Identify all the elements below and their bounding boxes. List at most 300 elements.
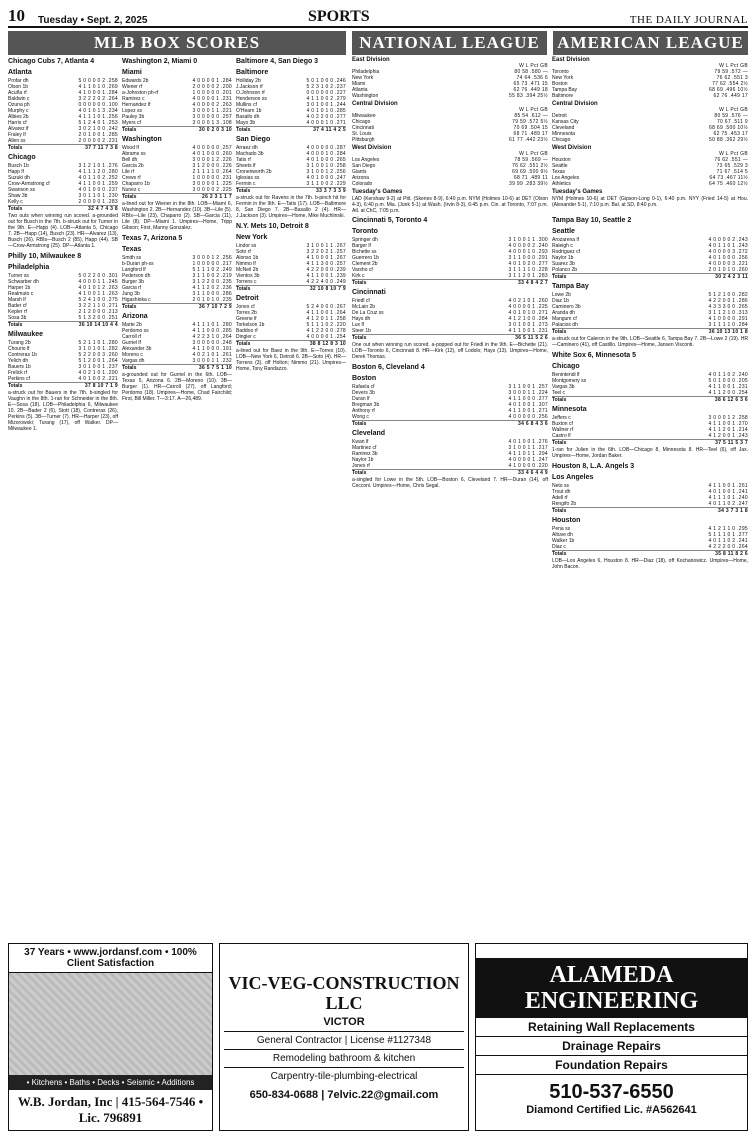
division-title: West Division <box>352 145 392 151</box>
box-score <box>236 57 346 219</box>
team-name: Los Angeles <box>552 474 594 481</box>
row-stats: 64 73 .467 11½ <box>709 175 748 181</box>
row-stats: 3 0 1 0 0 1 .273 <box>508 322 548 328</box>
row-stats: 4 1 1 2 0 1 .214 <box>708 427 748 433</box>
row-name: b-Duran ph-ss <box>122 261 154 267</box>
row-stats: 5 1 3 2 0 0 .251 <box>78 315 118 321</box>
team-name: Miami <box>122 69 142 76</box>
row-stats: 4 0 1 0 1 3 .234 <box>78 108 118 114</box>
row-name: Holliday 2b <box>236 78 261 84</box>
row-name: Texas <box>552 169 566 175</box>
totals-row <box>8 321 118 328</box>
row-stats: 4 0 1 0 1 0 .285 <box>306 108 346 114</box>
team-name: Milwaukee <box>8 331 44 338</box>
row-stats: 4 0 0 0 0 1 .247 <box>508 457 548 463</box>
row-stats: 4 0 2 1 0 1 .261 <box>192 352 232 358</box>
kitchen-photo <box>9 973 212 1090</box>
row-name: Greene lf <box>236 316 257 322</box>
team-name: Minnesota <box>552 406 587 413</box>
row-name: Mayo 3b <box>236 120 256 126</box>
row-name: Athletics <box>552 181 571 187</box>
row-name: Martinez cf <box>352 445 377 451</box>
row-stats: 36 7 10 7 2 9 <box>198 304 232 310</box>
publication-name: THE DAILY JOURNAL <box>629 14 748 26</box>
cols-header: W L Pct GB <box>719 107 748 113</box>
row-stats: 4 0 0 0 0 1 .225 <box>508 304 548 310</box>
row-name: Houston <box>552 157 571 163</box>
row-name: Ramirez 3b <box>352 451 378 457</box>
row-name: Philadelphia <box>352 69 380 75</box>
row-name: Walker 1b <box>552 538 575 544</box>
row-name: Vargas 3b <box>552 384 575 390</box>
row-stats: 4 0 0 0 1 0 .284 <box>306 151 346 157</box>
row-name: Totals <box>122 304 137 310</box>
row-stats: 2 0 1 0 1 0 .235 <box>192 297 232 303</box>
row-name: Kirk c <box>352 273 365 279</box>
game-title: White Sox 6, Minnesota 5 <box>552 352 637 359</box>
row-name: Diaz 1b <box>552 298 569 304</box>
row-name: Lopez ss <box>122 108 143 114</box>
game-title: Chicago Cubs 7, Atlanta 4 <box>8 58 95 65</box>
row-name: Perkins cf <box>8 376 30 382</box>
row-stats: 33 4 8 4 2 7 <box>517 280 548 286</box>
row-name: Los Angeles <box>352 157 380 163</box>
al-standings <box>552 55 748 214</box>
row-stats: 4 0 1 0 0 0 .265 <box>306 157 346 163</box>
cols-header: W L Pct GB <box>519 63 548 69</box>
row-stats: 4 0 1 1 0 1 .243 <box>708 243 748 249</box>
game-title: Texas 7, Arizona 5 <box>122 235 183 242</box>
division-title: Central Division <box>352 101 398 107</box>
standing-row <box>552 93 748 99</box>
row-name: Olson 1b <box>8 84 29 90</box>
team-name: Philadelphia <box>8 264 50 271</box>
row-stats: 64 75 .460 12½ <box>709 181 748 187</box>
row-stats: 0 0 0 0 0 0 .227 <box>306 90 346 96</box>
row-name: Rafaela cf <box>352 384 375 390</box>
totals-row <box>236 285 346 292</box>
games-title: Tuesday's Games <box>352 189 403 195</box>
games-list: LAD (Kershaw 9-2) at Pitt. (Skenes 8-9), 6:40 p.m. NYM (Holmes 10-6) at DET (Olson 4-3), 6:40 p.m. Mia. (Junk 5-1) at Wash. (Irvin 8-3), 6:45 p.m. Cin. at Toronto, 7:07 p.m. Atl. at ChC, 7:05 p.m. <box>352 196 548 214</box>
row-stats: 3 0 0 0 0 0 .257 <box>192 114 232 120</box>
row-name: Lindor ss <box>236 243 257 249</box>
row-name: Totals <box>236 188 251 194</box>
row-name: Jones cf <box>236 304 255 310</box>
row-stats: 76 62 .551 — <box>714 157 748 163</box>
row-stats: 3 1 0 1 0 1 .282 <box>78 346 118 352</box>
row-name: Arizona <box>352 175 369 181</box>
row-stats: 26 2 3 1 1 7 <box>201 194 232 200</box>
row-name: Giants <box>352 169 367 175</box>
al-banner: AMERICAN LEAGUE <box>553 31 748 55</box>
row-name: Torkelson 1b <box>236 322 265 328</box>
alameda-phone: 510-537-6550 <box>549 1081 674 1103</box>
row-stats: 62 75 .453 17 <box>713 131 748 137</box>
row-stats: 4 2 2 3 1 0 .264 <box>192 334 232 340</box>
row-name: Palacios dh <box>552 322 578 328</box>
row-name: Crow-Armstrong cf <box>8 181 50 187</box>
row-stats: 3 0 0 0 1 1 .224 <box>508 390 548 396</box>
row-stats: 4 1 1 1 2 0 .280 <box>78 169 118 175</box>
row-name: Caminero 3b <box>552 304 581 310</box>
row-stats: 4 0 0 0 0 0 .257 <box>192 145 232 151</box>
game-notes: a-lined out for Wiener in the 8th. LOB—Miami 6, Washington 2. 2B—Hernandez (10). 3B—Lile (5). RBIs—Lile (23), Chaparro (2). SB—Garcia (11), Lile (8). DP—Miami 1. Umpires—Home, Tripp Gibson; First, Manny Gonzalez. <box>122 201 232 231</box>
cols-header: W L Pct GB <box>519 151 548 157</box>
row-name: Guerrero 1b <box>352 255 379 261</box>
row-name: New York <box>552 75 574 81</box>
row-name: Dingler c <box>236 334 256 340</box>
row-stats: 4 2 2 4 0 0 .249 <box>306 279 346 285</box>
row-stats: 4 0 1 0 1 2 .263 <box>78 285 118 291</box>
row-name: Colorado <box>352 181 373 187</box>
row-stats: 2 0 0 0 0 2 .231 <box>78 138 118 144</box>
nl-banner: NATIONAL LEAGUE <box>352 31 547 55</box>
player-row <box>236 120 346 126</box>
row-name: Alvarez lf <box>8 126 29 132</box>
row-stats: 4 0 2 1 0 1 .260 <box>508 298 548 304</box>
totals-row <box>552 550 748 557</box>
row-stats: 65 73 .471 15 <box>513 81 548 87</box>
row-stats: 4 1 1 0 1 0 .269 <box>78 84 118 90</box>
game-notes: LOB—Los Angeles 6, Houston 8. HR—Diaz (18), off Kochanowicz. Umpires—Home, John Bacon. <box>552 558 748 570</box>
row-name: Seattle <box>552 163 568 169</box>
box-column-2 <box>122 55 232 939</box>
alameda-line-3: Foundation Repairs <box>476 1056 747 1075</box>
player-row <box>552 390 748 396</box>
row-stats: 4 0 0 0 0 2 .263 <box>192 102 232 108</box>
row-stats: 4 0 0 0 0 1 .284 <box>192 78 232 84</box>
game-title: Tampa Bay 10, Seattle 2 <box>552 217 632 224</box>
row-stats: 36 10 13 10 1 8 <box>708 329 748 335</box>
row-name: Nunez c <box>122 187 141 193</box>
row-stats: 4 0 0 0 1 0 .293 <box>508 249 548 255</box>
row-name: Turner ss <box>8 273 29 279</box>
row-stats: 3 2 2 2 0 2 .264 <box>78 96 118 102</box>
row-stats: 3 2 2 0 2 1 .257 <box>306 249 346 255</box>
row-stats: 2 0 0 0 0 1 .283 <box>78 199 118 205</box>
team-name: Toronto <box>352 228 378 235</box>
row-name: Alonso 1b <box>236 255 259 261</box>
row-stats: 3 0 0 0 1 2 .226 <box>192 157 232 163</box>
row-name: De La Cruz ss <box>352 310 384 316</box>
totals-row <box>8 382 118 389</box>
row-stats: 4 1 2 0 1 1 .258 <box>306 316 346 322</box>
row-name: a-Johnston ph-rf <box>122 90 159 96</box>
player-row <box>8 138 118 144</box>
player-row <box>8 199 118 205</box>
row-stats: 4 0 1 0 2 0 .277 <box>508 261 548 267</box>
standing-row <box>552 137 748 143</box>
totals-row <box>122 193 232 200</box>
game-notes: a-lined out for Baez in the 9th. E—Torres (10). LOB—New York 6, Detroit 6. 2B—Soto (4). HR—Torrens (3), off Holton; Nimmo (21). Umpires—Home, Tony Randazzo. <box>236 348 346 372</box>
team-name: Cincinnati <box>352 289 386 296</box>
row-name: Adell rf <box>552 495 568 501</box>
player-row <box>236 334 346 340</box>
player-row <box>552 544 748 550</box>
row-name: Totals <box>122 194 137 200</box>
row-name: Totals <box>352 421 367 427</box>
totals-row <box>8 205 118 212</box>
row-name: Chourio lf <box>8 346 30 352</box>
row-stats: 61 77 .442 23½ <box>509 137 548 143</box>
row-name: Teel c <box>552 390 566 396</box>
row-name: Totals <box>552 551 567 557</box>
row-stats: 2 0 1 0 1 0 .260 <box>708 267 748 273</box>
row-name: Barger lf <box>352 243 371 249</box>
player-row <box>122 187 232 193</box>
box-score <box>8 252 118 432</box>
team-name: Houston <box>552 517 581 524</box>
totals-row <box>122 303 232 310</box>
game-title: Philly 10, Milwaukee 8 <box>8 253 82 260</box>
row-stats: 3 0 1 0 0 1 .237 <box>78 364 118 370</box>
row-name: Marte 2b <box>122 322 142 328</box>
game-notes: a-struck out for Ravens in the 7th. b-pinch hit for Fermin in the 9th. E—Tatis (17). LOB—Baltimore 8, San Diego 7. 2B—Basallo 2 (4). HR—J.Jackson (3). Umpires—Home, Mike Muchlinski. <box>236 195 346 219</box>
standing-row <box>352 93 548 99</box>
row-stats: 4 1 1 0 0 1 .261 <box>708 483 748 489</box>
row-name: Mangum cf <box>552 316 577 322</box>
row-stats: 3 0 0 0 1 3 .108 <box>192 120 232 126</box>
standing-row <box>352 181 548 187</box>
page-date: Tuesday • Sept. 2, 2025 <box>38 15 148 26</box>
row-stats: 1 0 0 0 0 0 .201 <box>192 90 232 96</box>
row-stats: 0 0 0 0 0 0 .100 <box>78 102 118 108</box>
row-name: Kepler rf <box>8 309 27 315</box>
row-stats: 3 1 1 1 1 0 .228 <box>508 267 548 273</box>
team-name: Texas <box>122 246 142 253</box>
row-name: Sosa 3b <box>8 315 27 321</box>
row-stats: 4 0 1 1 0 2 .252 <box>78 175 118 181</box>
division-title: East Division <box>352 57 390 63</box>
player-row <box>122 297 232 303</box>
row-name: Torres 2b <box>236 310 257 316</box>
row-name: Baddoo rf <box>236 328 258 334</box>
totals-row <box>352 469 548 476</box>
row-name: Naylor 1b <box>552 255 574 261</box>
player-row <box>236 181 346 187</box>
player-row <box>352 414 548 420</box>
row-name: Clement 2b <box>352 261 378 267</box>
player-row <box>352 273 548 279</box>
row-name: Varsho cf <box>352 267 373 273</box>
row-stats: 3 1 2 2 0 0 .235 <box>192 279 232 285</box>
row-stats: 39 99 .283 39½ <box>509 181 548 187</box>
team-name: Seattle <box>552 228 575 235</box>
totals-row <box>552 396 748 403</box>
row-stats: 4 1 2 1 0 0 .284 <box>508 316 548 322</box>
player-row <box>352 463 548 469</box>
row-name: Rengifo 2b <box>552 501 577 507</box>
totals-row <box>236 187 346 194</box>
player-row <box>122 358 232 364</box>
row-stats: 4 1 0 0 0 0 .220 <box>508 463 548 469</box>
row-stats: 74 64 .536 6 <box>516 75 548 81</box>
row-name: Wong c <box>352 414 369 420</box>
row-name: Cincinnati <box>352 125 374 131</box>
totals-row <box>552 273 748 280</box>
row-name: Chaparro 1b <box>122 181 150 187</box>
row-name: Hernandez lf <box>122 102 151 108</box>
totals-row <box>122 364 232 371</box>
row-stats: 3 1 0 0 1 1 .267 <box>306 243 346 249</box>
row-stats: 4 2 2 2 0 0 .264 <box>708 544 748 550</box>
content-columns <box>8 31 748 939</box>
row-name: Nimmo lf <box>236 261 256 267</box>
row-stats: 36 5 7 5 1 10 <box>198 365 232 371</box>
row-name: Crews rf <box>122 175 141 181</box>
row-stats: 4 0 1 1 0 2 .240 <box>708 372 748 378</box>
cols-header: W L Pct GB <box>719 151 748 157</box>
game-notes: a-grounded out for Gurriel in the 6th. LOB—Texas 5, Arizona 6. 2B—Moreno (10). 3B—Burger (1). HR—Carroll (27), off Langford; Perdomo (18). Umpires—Home, Chad Fairchild; First, Bill Miller. T—3:17. A—26,489. <box>122 372 232 402</box>
row-stats: 3 1 1 0 0 0 .286 <box>192 291 232 297</box>
row-name: Totals <box>236 127 251 133</box>
row-stats: 3 0 0 0 0 0 .248 <box>192 340 232 346</box>
row-name: Arozarena lf <box>552 237 579 243</box>
row-name: Alexander 3b <box>122 346 152 352</box>
row-name: Hays dh <box>352 316 371 322</box>
row-name: San Diego <box>352 163 376 169</box>
row-name: Harper 1b <box>8 285 31 291</box>
row-stats: 4 1 2 0 0 1 .243 <box>708 433 748 439</box>
row-name: Totals <box>8 383 23 389</box>
row-name: Friedl cf <box>352 298 370 304</box>
row-name: Aranda dh <box>552 310 576 316</box>
row-name: St. Louis <box>352 131 372 137</box>
row-name: Toronto <box>552 69 569 75</box>
row-stats: 70 67 .511 9 <box>716 119 748 125</box>
row-name: Machado 3b <box>236 151 264 157</box>
row-name: Edwards 2b <box>122 78 149 84</box>
row-name: Vientos 3b <box>236 273 260 279</box>
box-score <box>8 57 118 249</box>
row-stats: 80 58 .580 — <box>514 69 548 75</box>
totals-row <box>8 144 118 151</box>
alameda-ad <box>475 943 748 1131</box>
row-name: Pederson dh <box>122 273 151 279</box>
row-name: Kwan lf <box>352 439 369 445</box>
row-stats: 4 0 0 0 0 1 .231 <box>192 96 232 102</box>
row-name: Happ lf <box>8 169 24 175</box>
row-stats: 4 1 0 0 1 1 .263 <box>78 291 118 297</box>
row-name: Profar dh <box>8 78 29 84</box>
team-name: Arizona <box>122 313 148 320</box>
row-stats: 4 0 1 1 0 2 .247 <box>708 501 748 507</box>
row-name: Duran lf <box>352 396 370 402</box>
row-name: Minnesota <box>552 131 576 137</box>
row-name: Higashioka c <box>122 297 151 303</box>
team-name: Chicago <box>8 154 36 161</box>
totals-row <box>352 420 548 427</box>
row-name: Washington <box>352 93 379 99</box>
team-name: Detroit <box>236 295 259 302</box>
row-name: Yelich dh <box>8 358 29 364</box>
row-stats: 4 1 1 0 0 1 .270 <box>708 421 748 427</box>
player-row <box>8 315 118 321</box>
row-stats: 5 1 1 1 0 2 .220 <box>306 322 346 328</box>
row-stats: 4 0 1 0 0 1 .241 <box>708 489 748 495</box>
row-name: Tampa Bay <box>552 87 578 93</box>
row-stats: 3 0 0 0 0 1 .225 <box>192 181 232 187</box>
row-stats: 5 1 2 0 0 1 .264 <box>78 358 118 364</box>
row-name: Raleigh c <box>552 243 573 249</box>
row-stats: 3 1 0 0 1 0 .258 <box>306 163 346 169</box>
row-stats: 4 0 0 0 0 3 .221 <box>708 261 748 267</box>
row-stats: 4 0 0 0 1 0 .271 <box>306 120 346 126</box>
row-name: Schwarber dh <box>8 279 39 285</box>
row-stats: 32 4 7 4 3 8 <box>87 206 118 212</box>
vicveg-title: VIC-VEG-CONSTRUCTION LLC <box>228 973 460 1013</box>
totals-row <box>352 334 548 341</box>
row-name: Fermin c <box>236 181 256 187</box>
row-name: Miami <box>352 81 366 87</box>
row-stats: 4 1 1 0 0 1 .239 <box>306 273 346 279</box>
row-stats: 3 0 0 0 0 2 .225 <box>192 187 232 193</box>
player-row <box>552 501 748 507</box>
row-name: Totals <box>8 206 23 212</box>
row-stats: 4 1 1 1 0 1 .240 <box>708 495 748 501</box>
game-title: Houston 8, L.A. Angels 3 <box>552 463 635 470</box>
row-stats: 2 1 2 0 0 0 .213 <box>78 309 118 315</box>
row-name: Wiener rf <box>122 84 143 90</box>
row-name: Pauley 3b <box>122 114 145 120</box>
row-stats: 3 0 1 0 0 1 .244 <box>306 102 346 108</box>
row-stats: 80 59 .576 — <box>714 113 748 119</box>
row-name: Allen ss <box>8 138 26 144</box>
row-stats: 71 67 .514 5 <box>716 169 748 175</box>
row-stats: 3 1 0 0 1 2 .256 <box>306 169 346 175</box>
player-row <box>352 328 548 334</box>
row-stats: 4 2 2 0 0 1 .286 <box>708 298 748 304</box>
row-name: Totals <box>352 280 367 286</box>
row-name: Totals <box>352 335 367 341</box>
row-name: Tatis rf <box>236 157 251 163</box>
game-notes: 1-ran for Julien in the 6th. LOB—Chicago 8, Minnesota 8. HR—Teel (6), off Jax. Umpires—Home, Jordan Baker. <box>552 447 748 459</box>
row-stats: 30 0 2 0 3 10 <box>198 127 232 133</box>
row-stats: 5 0 1 0 0 0 .205 <box>708 378 748 384</box>
row-stats: 4 1 1 0 0 1 .259 <box>78 181 118 187</box>
row-stats: 34 3 7 3 1 8 <box>717 508 748 514</box>
row-stats: 4 0 0 0 1 1 .245 <box>78 279 118 285</box>
row-stats: 3 1 1 1 1 0 .284 <box>708 322 748 328</box>
row-name: O'Hearn 1b <box>236 108 262 114</box>
row-name: Mullins cf <box>236 102 257 108</box>
vicveg-name: VICTOR <box>323 1016 365 1028</box>
row-stats: 62 76 .449 18 <box>513 87 548 93</box>
row-stats: 32 10 8 10 7 9 <box>309 286 346 292</box>
row-stats: 4 1 1 0 0 1 .231 <box>508 328 548 334</box>
row-stats: 5 1 1 1 0 2 .249 <box>192 267 232 273</box>
alameda-line-2: Drainage Repairs <box>476 1037 747 1056</box>
row-stats: 76 62 .551 2½ <box>512 163 548 169</box>
team-name: Boston <box>352 375 377 382</box>
row-stats: 2 0 1 0 0 1 .285 <box>78 132 118 138</box>
row-name: Detroit <box>552 113 567 119</box>
row-stats: 4 2 2 0 0 0 .239 <box>306 267 346 273</box>
box-column-3 <box>236 55 346 939</box>
row-name: Suarez 3b <box>552 261 575 267</box>
alameda-line-1: Retaining Wall Replacements <box>476 1018 747 1037</box>
row-stats: 4 1 1 0 0 0 .285 <box>192 328 232 334</box>
section-title: SPORTS <box>308 8 370 25</box>
row-name: Iglesias ss <box>236 175 260 181</box>
row-stats: 1 0 0 0 0 0 .217 <box>192 261 232 267</box>
team-name: San Diego <box>236 136 271 143</box>
row-stats: 55 83 .394 25½ <box>509 93 548 99</box>
row-name: Castro lf <box>552 433 571 439</box>
row-name: Torrens c <box>236 279 257 285</box>
row-name: Neto ss <box>552 483 569 489</box>
row-stats: 4 0 0 0 0 3 .272 <box>708 249 748 255</box>
